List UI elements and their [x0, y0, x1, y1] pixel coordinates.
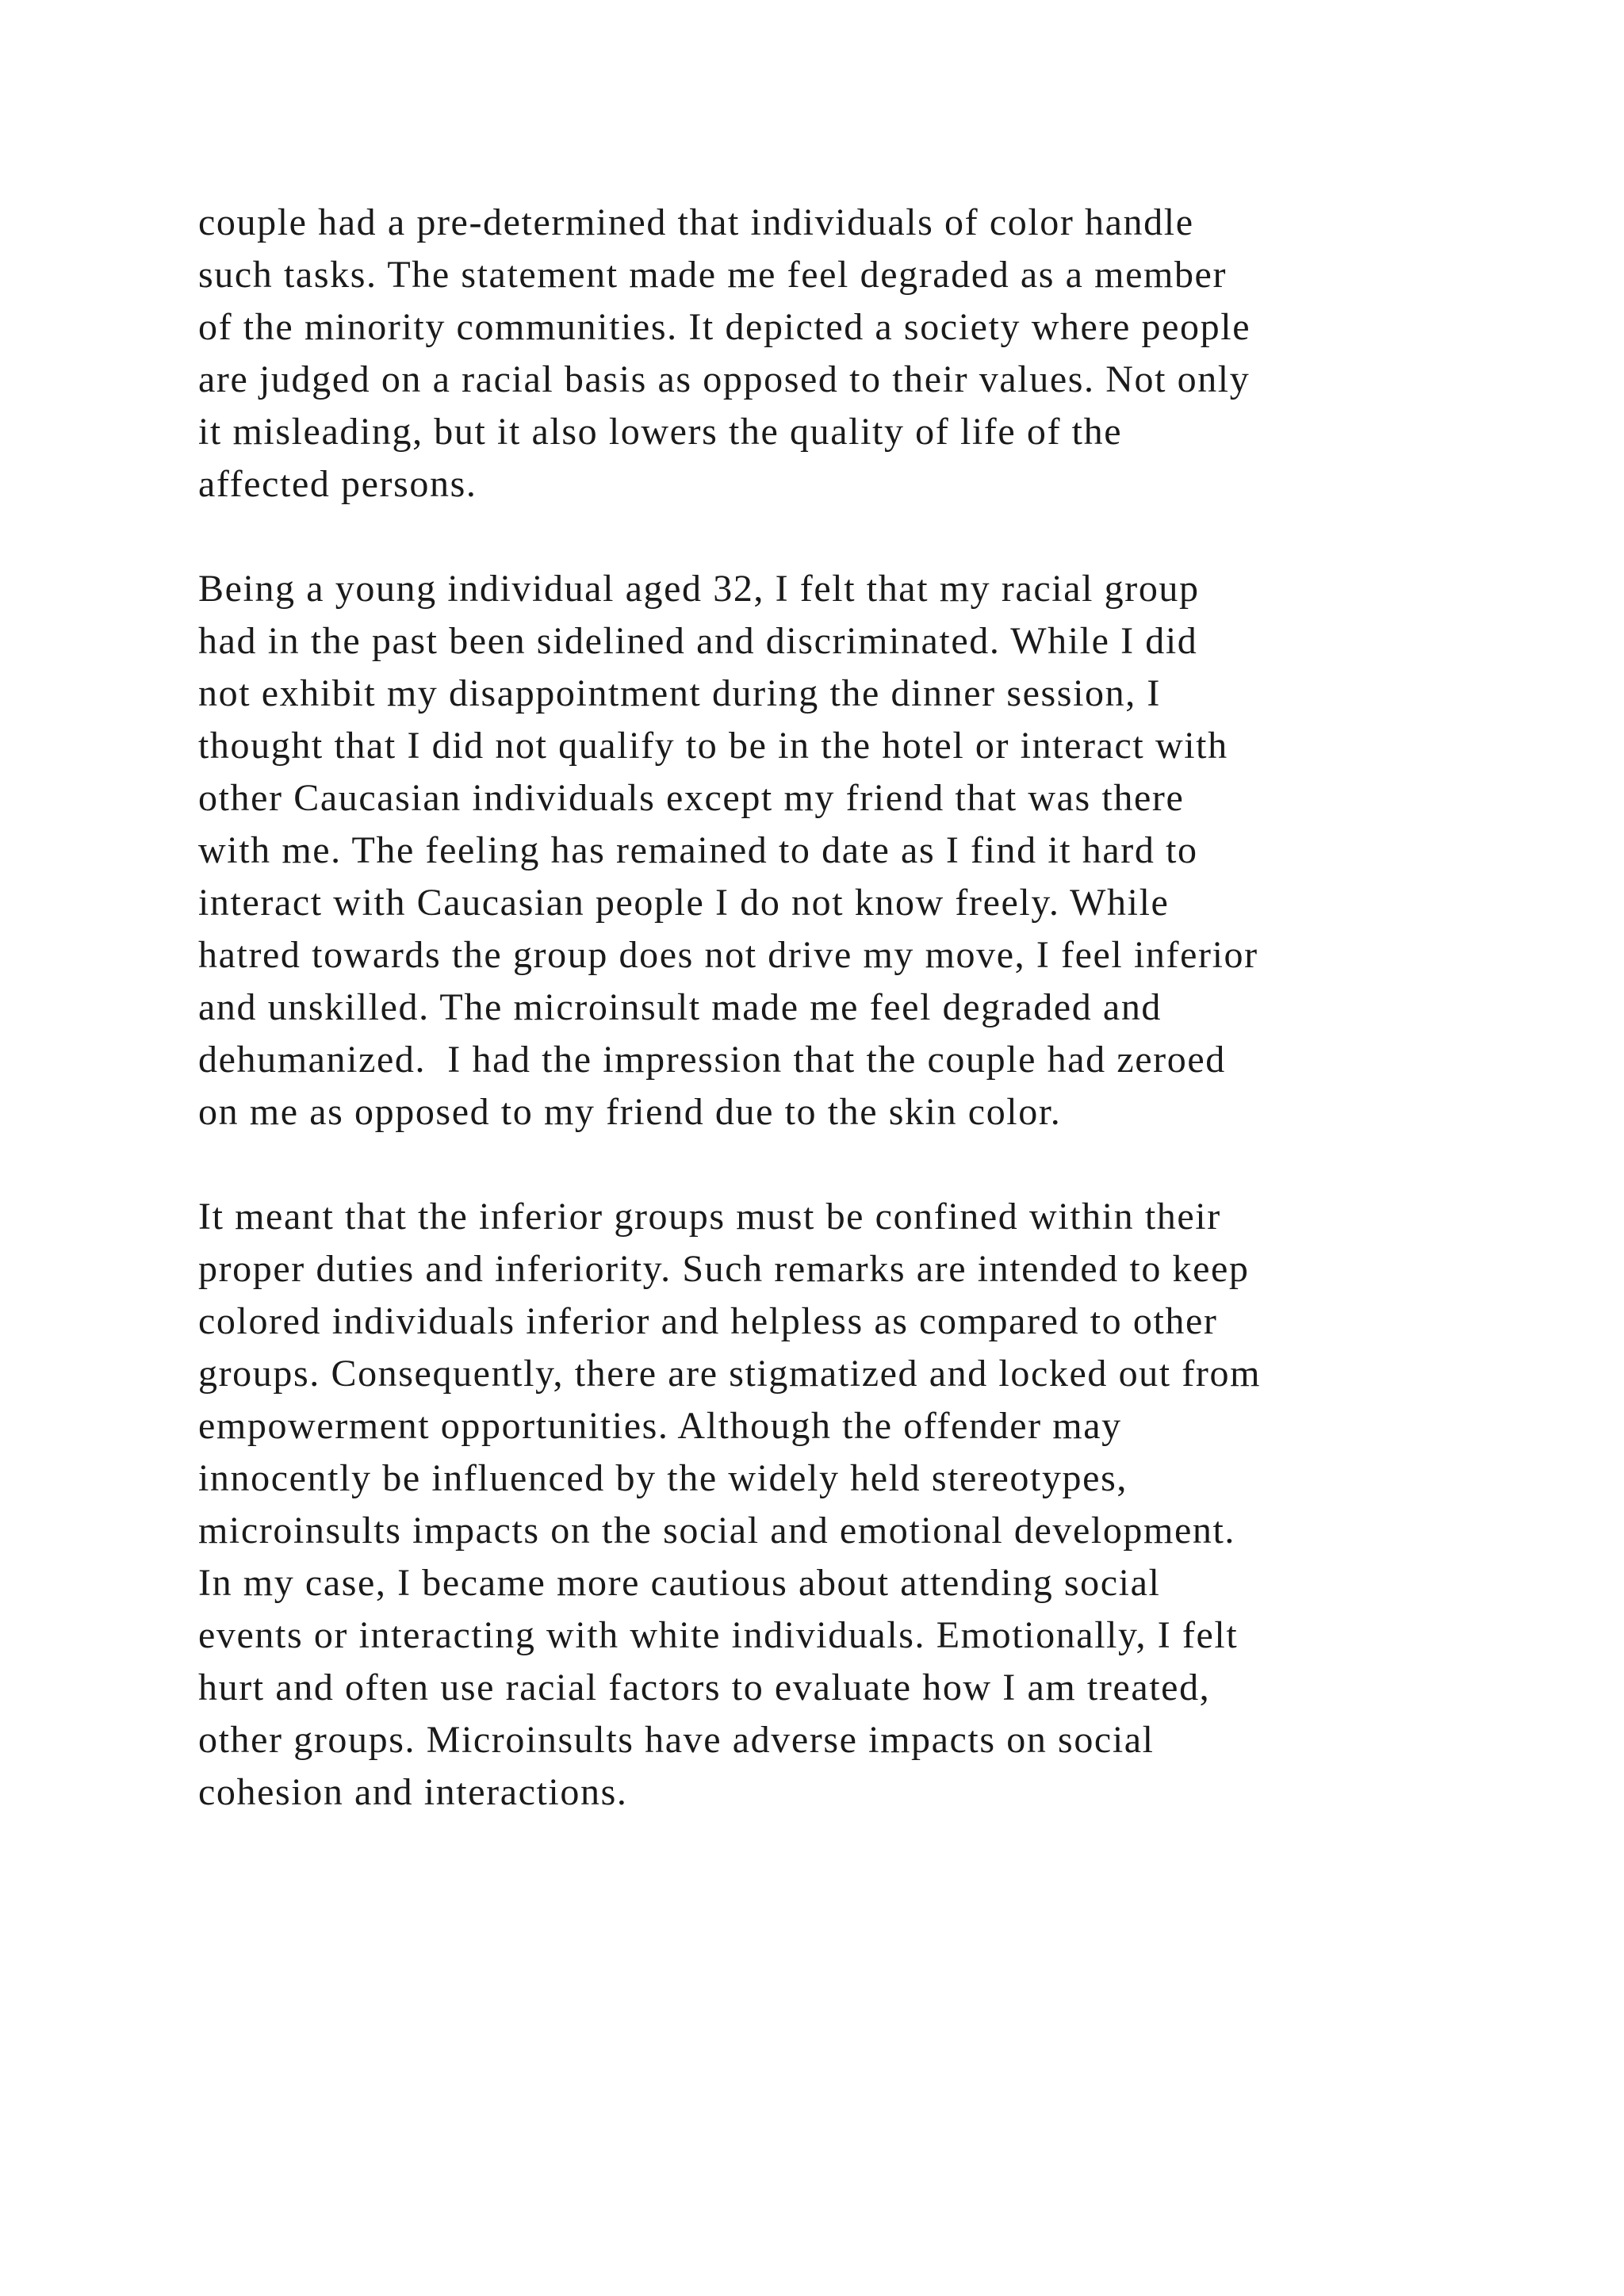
- text-line: on me as opposed to my friend due to the skin color.: [198, 1091, 1062, 1133]
- text-line: events or interacting with white individuals. Emotionally, I felt: [198, 1614, 1239, 1656]
- text-line: It meant that the inferior groups must be confined within their: [198, 1196, 1221, 1238]
- text-line: thought that I did not qualify to be in the hotel or interact with: [198, 725, 1228, 767]
- text-line: other groups. Microinsults have adverse impacts on social: [198, 1719, 1155, 1761]
- paragraph-3: [198, 1191, 1499, 1819]
- text-line: couple had a pre-determined that individuals of color handle: [198, 201, 1194, 243]
- text-line: In my case, I became more cautious about attending social: [198, 1562, 1161, 1604]
- text-line: such tasks. The statement made me feel degraded as a member: [198, 254, 1228, 296]
- text-line: had in the past been sidelined and discriminated. While I did: [198, 620, 1198, 662]
- text-line: hurt and often use racial factors to evaluate how I am treated,: [198, 1667, 1211, 1709]
- text-line: empowerment opportunities. Although the offender may: [198, 1405, 1122, 1447]
- text-line: cohesion and interactions.: [198, 1771, 628, 1813]
- text-line: not exhibit my disappointment during the dinner session, I: [198, 672, 1162, 714]
- text-line: of the minority communities. It depicted a society where people: [198, 306, 1251, 348]
- text-line: Being a young individual aged 32, I felt that my racial group: [198, 568, 1200, 610]
- text-line: groups. Consequently, there are stigmatized and locked out from: [198, 1353, 1262, 1395]
- text-line: and unskilled. The microinsult made me feel degraded and: [198, 986, 1162, 1028]
- text-line: dehumanized. I had the impression that the couple had zeroed: [198, 1039, 1226, 1081]
- text-line: other Caucasian individuals except my friend that was there: [198, 777, 1185, 819]
- paragraph-1: [198, 197, 1499, 511]
- text-line: it misleading, but it also lowers the quality of life of the: [198, 411, 1123, 453]
- text-line: microinsults impacts on the social and emotional development.: [198, 1510, 1236, 1552]
- text-line: with me. The feeling has remained to date as I find it hard to: [198, 829, 1198, 871]
- text-line: interact with Caucasian people I do not know freely. While: [198, 882, 1170, 924]
- text-line: innocently be influenced by the widely held stereotypes,: [198, 1457, 1128, 1499]
- paragraph-2: [198, 563, 1499, 1138]
- text-line: are judged on a racial basis as opposed to their values. Not only: [198, 358, 1251, 400]
- text-line: affected persons.: [198, 463, 477, 505]
- text-line: colored individuals inferior and helpless as compared to other: [198, 1300, 1218, 1342]
- text-line: hatred towards the group does not drive my move, I feel inferior: [198, 934, 1258, 976]
- text-line: proper duties and inferiority. Such remarks are intended to keep: [198, 1248, 1250, 1290]
